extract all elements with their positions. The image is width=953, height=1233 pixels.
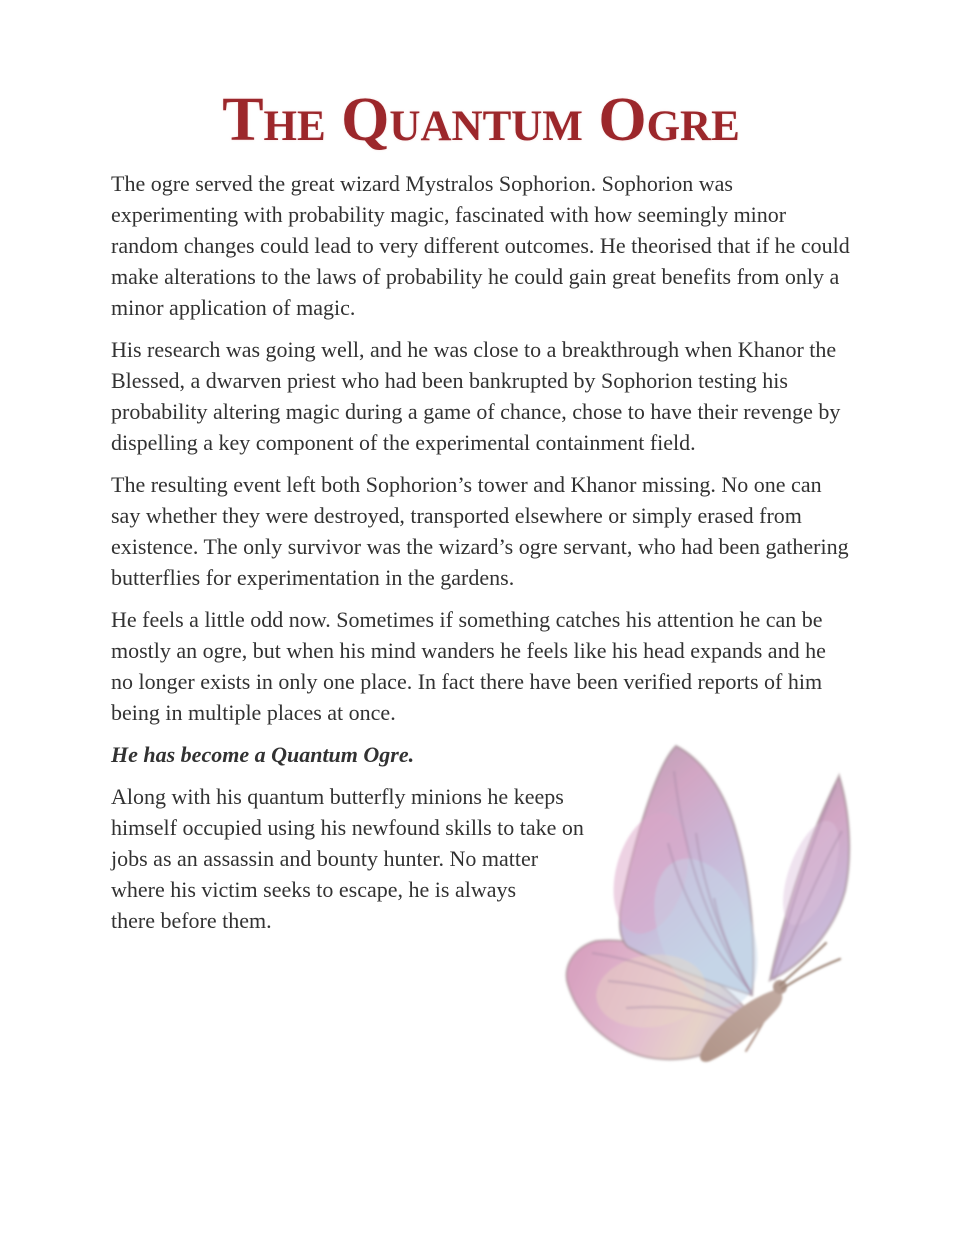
paragraph-1: The ogre served the great wizard Mystralos Sophorion. Sophorion was experimenting with probability magic, fascinated with how seemingly minor random changes could lead to very different outcomes. He theorised that if he could make alterations to the laws of probability he could gain great benefits from only a minor application of magic. (111, 171, 850, 320)
document-page (111, 0, 851, 936)
page-title: The Quantum Ogre (222, 86, 740, 154)
paragraph-4: He feels a little odd now. Sometimes if something catches his attention he can be mostly an ogre, but when his mind wanders he feels like his head expands and he no longer exists in only one place. In fact there have been verified reports of him being in multiple places at once. (111, 607, 826, 725)
butterfly-figure (551, 739, 851, 1079)
paragraph-2: His research was going well, and he was close to a breakthrough when Khanor the Blessed, a dwarven priest who had been bankrupted by Sophorion testing his probability altering magic during a game of chance, chose to have their revenge by dispelling a key component of the experimental containment field. (111, 337, 841, 455)
butterfly-icon (556, 723, 916, 1083)
paragraph-5: Along with his quantum butterfly minions he keeps himself occupied using his newfound skills to take on jobs as an assassin and bounty hunter. No matter where his victim seeks to escape, he is always there before them. (111, 784, 584, 933)
paragraph-3: The resulting event left both Sophorion’s tower and Khanor missing. No one can say whether they were destroyed, transported elsewhere or simply erased from existence. The only survivor was the wizard’s ogre servant, who had been gathering butterflies for experimentation in the gardens. (111, 472, 849, 590)
emphasis-line: He has become a Quantum Ogre. (111, 742, 415, 767)
